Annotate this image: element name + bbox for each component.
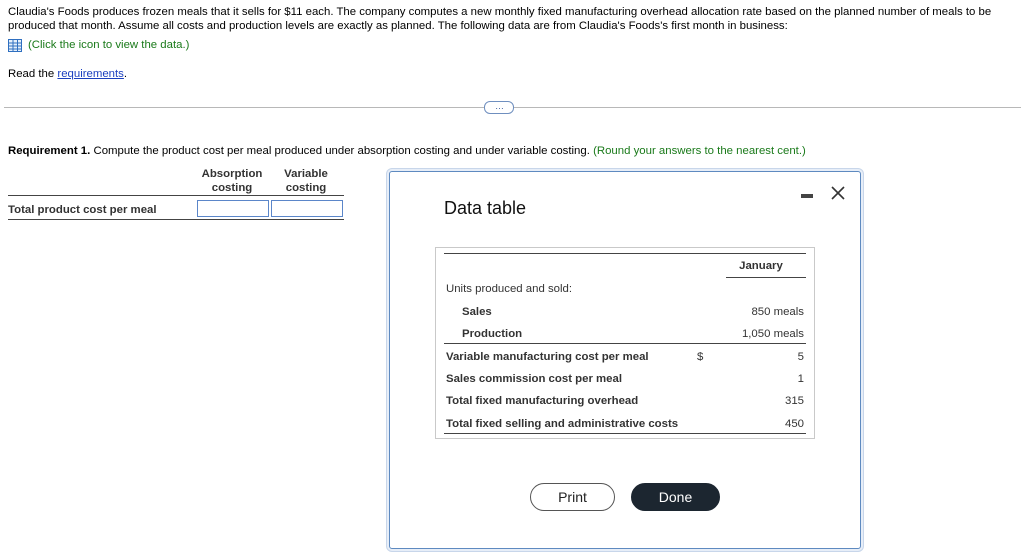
- variable-header-line1: Variable: [284, 168, 328, 180]
- view-data-label[interactable]: (Click the icon to view the data.): [28, 39, 190, 51]
- requirements-link[interactable]: requirements: [57, 68, 124, 80]
- table-row-value: 850 meals: [751, 306, 804, 318]
- absorption-header-line1: Absorption: [201, 168, 263, 180]
- table-row-value: 450: [784, 418, 804, 430]
- table-top-rule: [444, 253, 806, 254]
- requirement-body: Compute the product cost per meal produced under absorption costing and under variable costing.: [90, 145, 594, 157]
- absorption-column-header: [196, 167, 268, 195]
- problem-intro: Claudia's Foods produces frozen meals that it sells for $11 each. The company computes a new monthly fixed manufacturing overhead allocation rate based on the planned number of meals to be produced that month. Assume all costs and production levels are exactly as planned. The following data are from Claudia's Foods's first month in business:: [8, 6, 992, 32]
- expand-more-button[interactable]: …: [484, 101, 514, 114]
- table-row-value: 315: [784, 395, 804, 407]
- data-table: [435, 247, 815, 439]
- table-row-label: Total fixed manufacturing overhead: [446, 395, 639, 407]
- data-table-icon[interactable]: [8, 39, 22, 52]
- read-requirements: [8, 68, 127, 80]
- table-row-label: Production: [462, 328, 523, 340]
- table-row-label: Total fixed selling and administrative costs: [446, 418, 679, 430]
- total-product-cost-label: Total product cost per meal: [8, 204, 157, 216]
- variable-header-line2: costing: [285, 182, 327, 194]
- production-row-rule: [444, 343, 806, 344]
- view-data-link[interactable]: [8, 38, 189, 52]
- absorption-header-line2: costing: [211, 182, 253, 194]
- column-header-rule: [726, 277, 806, 278]
- table-row-label: Sales: [462, 306, 492, 318]
- requirement-label: Requirement 1.: [8, 145, 91, 157]
- read-prefix: Read the: [8, 68, 58, 80]
- read-suffix: .: [123, 68, 128, 80]
- print-button[interactable]: Print: [530, 483, 615, 511]
- dialog-title: Data table: [444, 198, 527, 218]
- table-bottom-rule: [444, 433, 806, 434]
- answer-table-row-rule: [8, 219, 344, 220]
- table-row-label: Variable manufacturing cost per meal: [446, 351, 649, 363]
- table-row-label: Sales commission cost per meal: [446, 373, 622, 385]
- variable-column-header: [270, 167, 342, 195]
- requirement-text: [8, 145, 806, 157]
- close-icon[interactable]: [830, 185, 846, 201]
- table-row-value: 5: [797, 351, 804, 363]
- variable-cost-input[interactable]: [271, 200, 343, 217]
- january-column-header: January: [739, 260, 783, 272]
- answer-table-header-rule: [8, 195, 344, 196]
- data-table-dialog: [389, 171, 861, 549]
- table-row-value: 1: [797, 373, 804, 385]
- rounding-hint: (Round your answers to the nearest cent.): [593, 145, 806, 157]
- minimize-icon[interactable]: [801, 194, 813, 198]
- units-section-label: Units produced and sold:: [446, 283, 573, 295]
- table-row-value: 1,050 meals: [741, 328, 804, 340]
- currency-symbol: $: [697, 351, 704, 363]
- absorption-cost-input[interactable]: [197, 200, 269, 217]
- done-button[interactable]: Done: [631, 483, 720, 511]
